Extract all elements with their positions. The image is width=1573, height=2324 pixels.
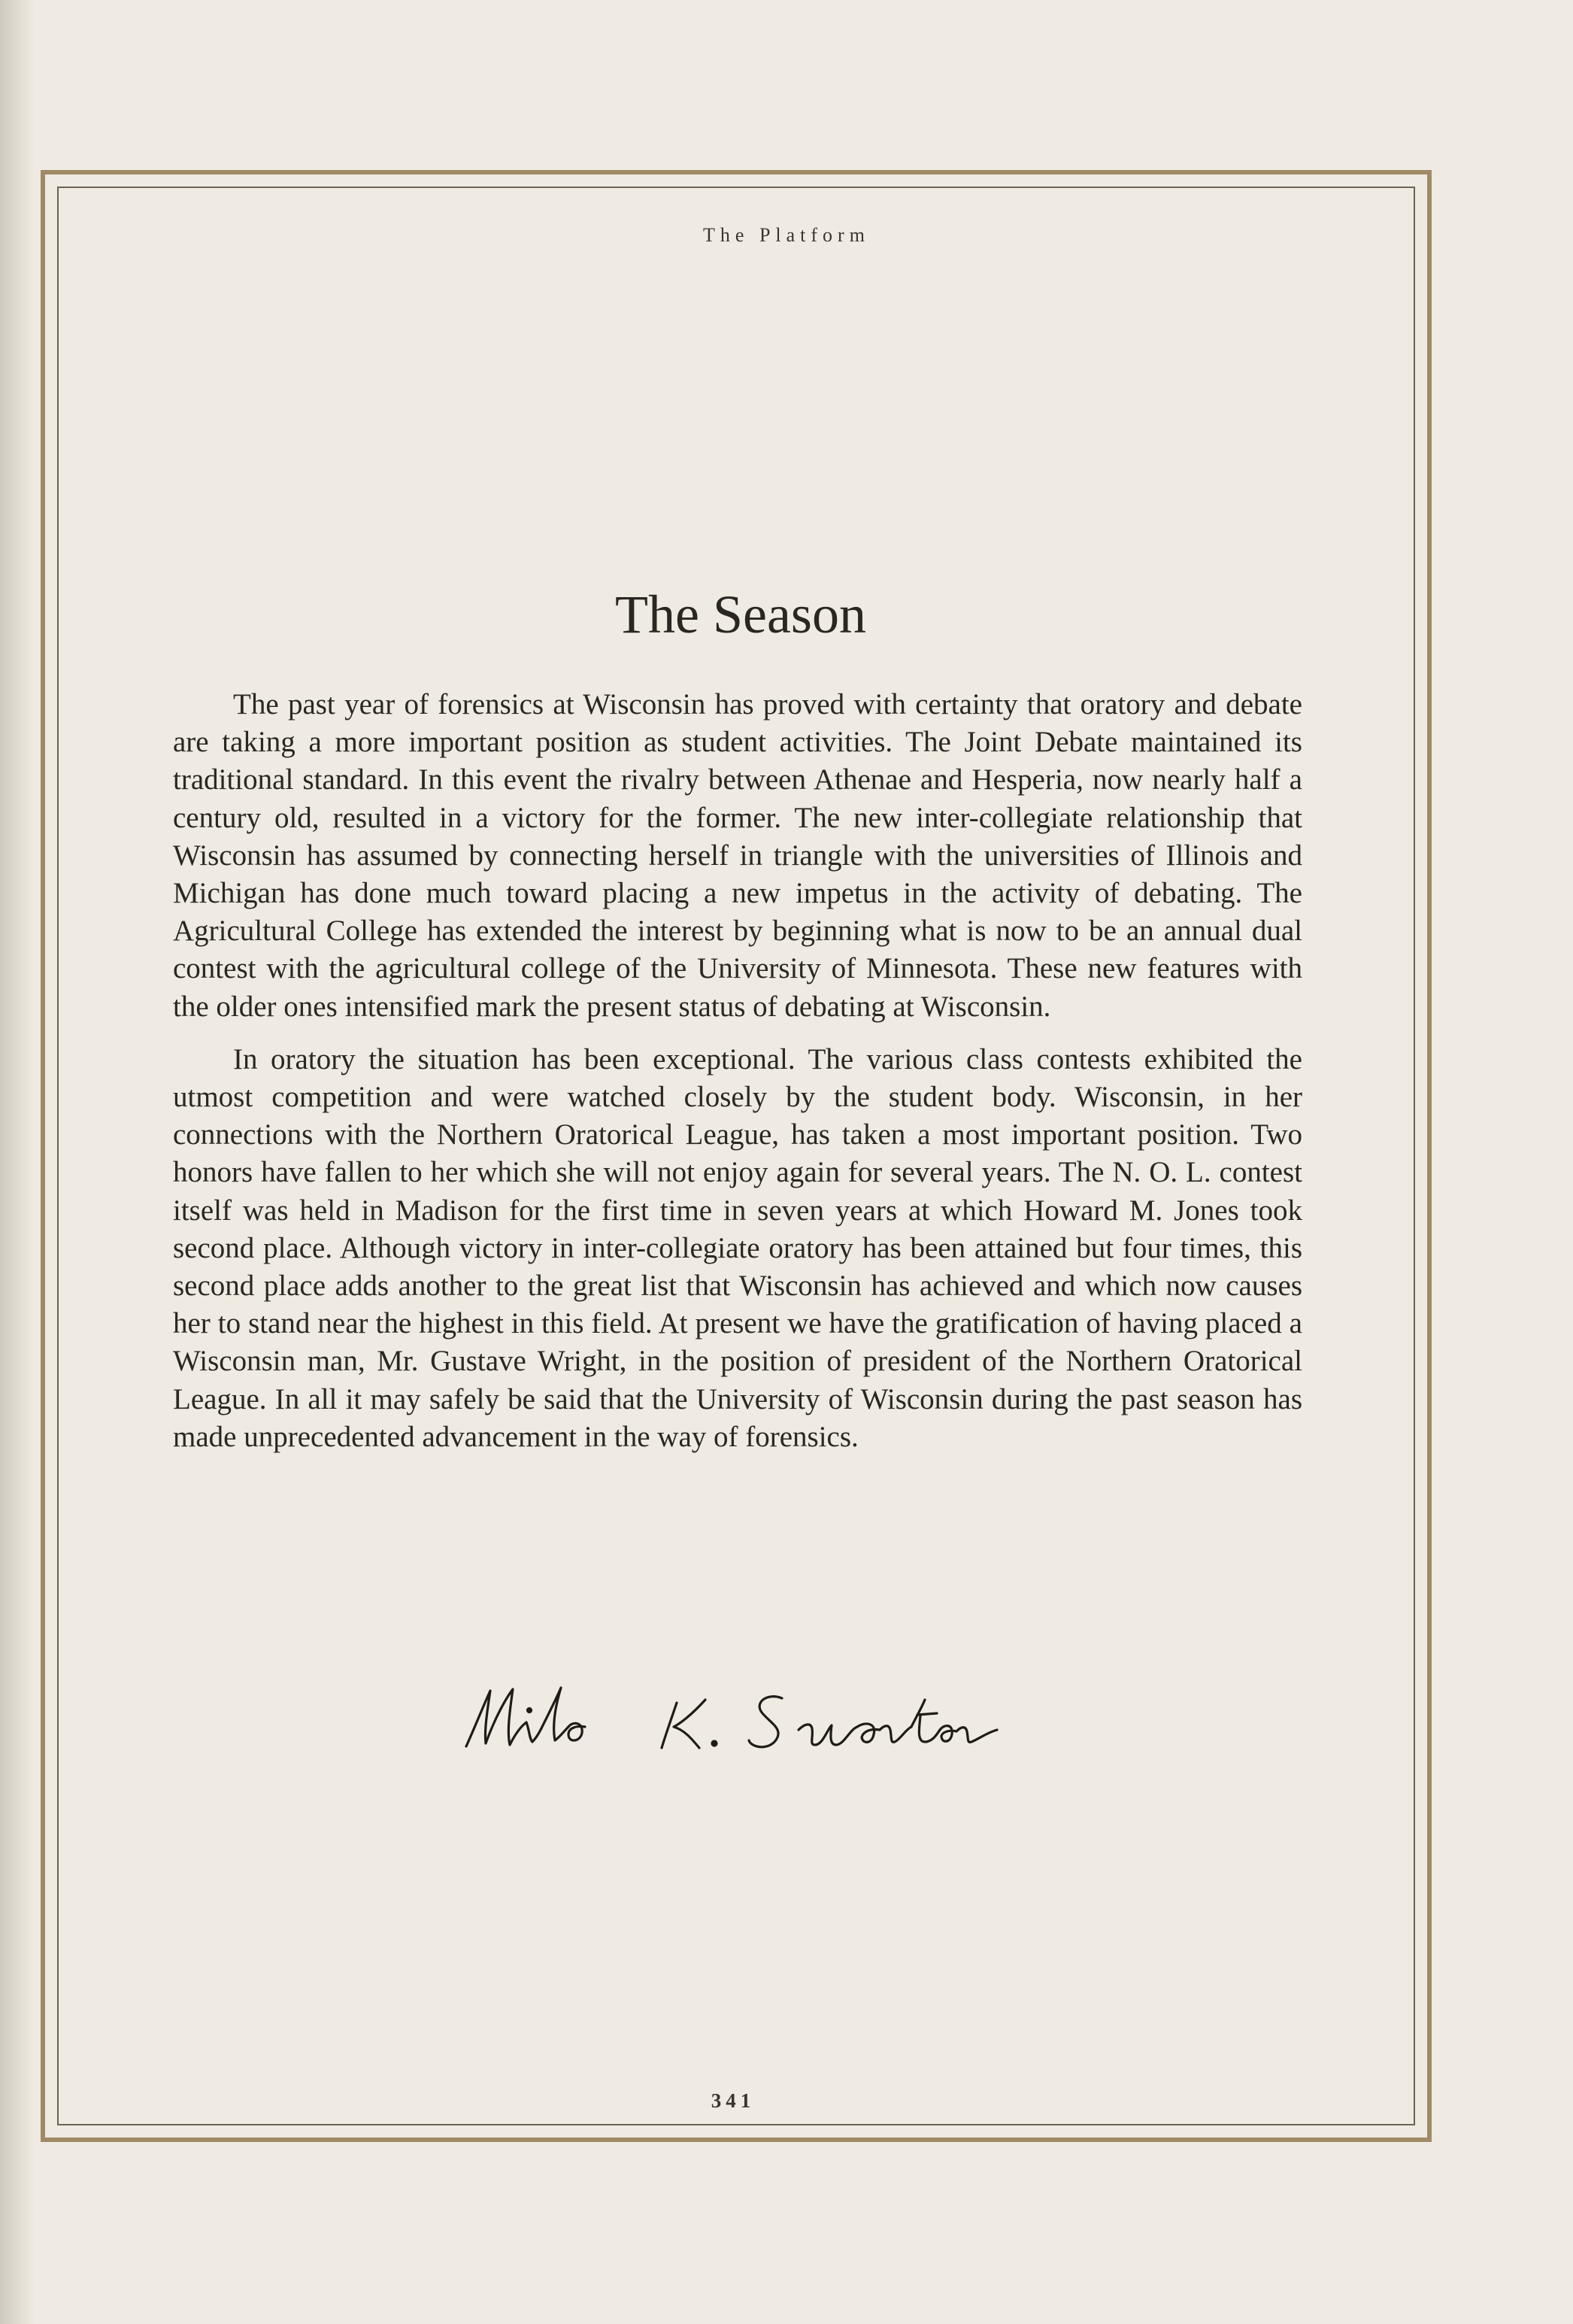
article-body: [173, 686, 1302, 1471]
paragraph-debate: The past year of forensics at Wisconsin has proved with certainty that oratory and debate are taking a more important position as student activities. The Joint Debate maintained its traditional standard. In this event the rivalry between Athenae and Hesperia, now nearly half a century old, resulted in a victory for the former. The new inter-collegiate relationship that Wisconsin has assumed by connecting herself in triangle with the universities of Illinois and Michigan has done much toward placing a new impetus in the activity of debating. The Agricultural College has extended the interest by beginning what is now to be an annual dual contest with the agricultural college of the University of Minnesota. These new features with the older ones intensified mark the present status of debating at Wisconsin.: [173, 688, 1302, 1023]
paragraph-oratory: In oratory the situation has been exceptional. The various class contests exhibited the utmost competition and were watched closely by the student body. Wisconsin, in her connections with the Northern Oratorical League, has taken a most important position. Two honors have fallen to her which she will not enjoy again for several years. The N. O. L. contest itself was held in Madison for the first time in seven years at which Howard M. Jones took second place. Although victory in inter-collegiate oratory has been attained but four times, this second place adds another to the great list that Wisconsin has achieved and which now causes her to stand near the highest in this field. At present we have the gratification of having placed a Wisconsin man, Mr. Gustave Wright, in the position of president of the Northern Oratorical League. In all it may safely be said that the University of Wisconsin during the past season has made unprecedented advancement in the way of forensics.: [173, 1042, 1302, 1453]
page-title: The Season: [615, 584, 866, 645]
page-gutter-shadow: [0, 0, 35, 2324]
handwritten-signature: [451, 1670, 1023, 1760]
running-head: The Platform: [703, 224, 870, 246]
page-number: 341: [711, 2089, 756, 2112]
